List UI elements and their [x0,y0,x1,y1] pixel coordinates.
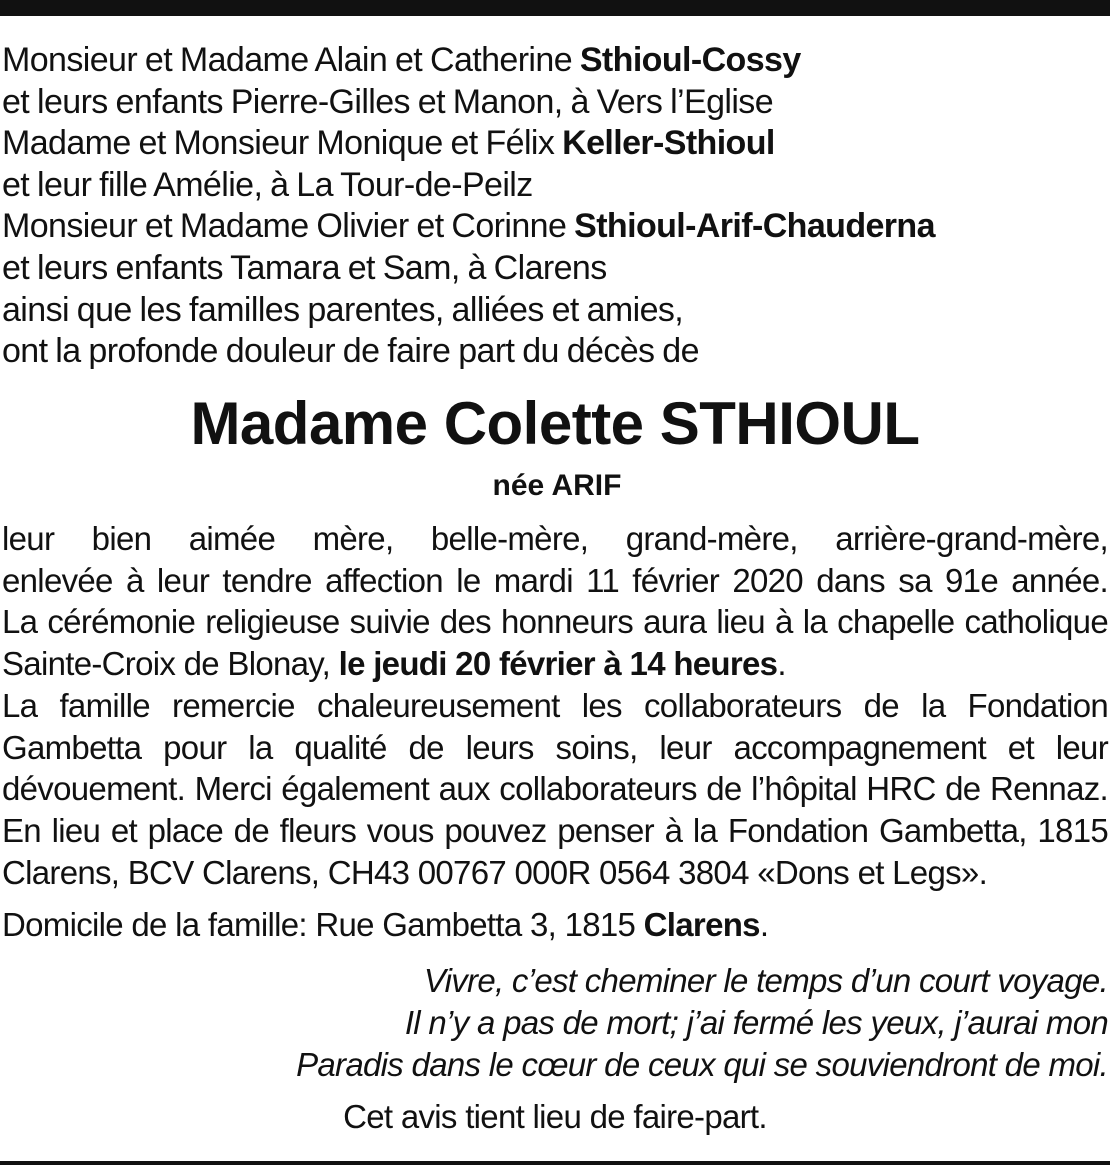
maiden-name: née ARIF [492,469,622,502]
bottom-rule [0,1161,1110,1165]
poem-line: Paradis dans le cœur de ceux qui se souviendront de moi. [296,1046,1108,1083]
poem-line: Il n’y a pas de mort; j’ai fermé les yeux, j’aurai mon [404,1004,1108,1041]
family-line: Monsieur et Madame Olivier et Corinne Sthioul-Arif-Chauderna [2,207,935,246]
body-line: Sainte-Croix de Blonay, le jeudi 20 février à 14 heures. [2,645,786,683]
family-line: et leurs enfants Tamara et Sam, à Clarens [2,248,607,287]
body-line: La famille remercie chaleureusement les collaborateurs de la Fondation [2,686,1108,724]
notice-line: Cet avis tient lieu de faire-part. [343,1098,767,1135]
family-line: et leur fille Amélie, à La Tour-de-Peilz [2,165,533,204]
body-line: Clarens, BCV Clarens, CH43 00767 000R 0564 3804 «Dons et Legs». [2,853,988,891]
body-line: En lieu et place de fleurs vous pouvez penser à la Fondation Gambetta, 1815 [2,811,1108,849]
poem [208,960,1108,1086]
family-line: et leurs enfants Pierre-Gilles et Manon, à Vers l’Eglise [2,82,773,121]
body-line: leur bien aimée mère, belle-mère, grand-mère, arrière-grand-mère, [2,520,1108,557]
family-line: ainsi que les familles parentes, alliées et amies, [2,290,684,329]
family-line: ont la profonde douleur de faire part du décès de [2,332,699,371]
family-address: Domicile de la famille: Rue Gambetta 3, 1815 Clarens. [2,906,769,943]
body-line: Gambetta pour la qualité de leurs soins, leur accompagnement et leur [2,728,1108,766]
body-line: La cérémonie religieuse suivie des honneurs aura lieu à la chapelle catholique [2,603,1108,641]
body-line: enlevée à leur tendre affection le mardi 11 février 2020 dans sa 91e année. [2,561,1108,599]
ceremony-date: le jeudi 20 février à 14 heures [338,645,778,683]
top-rule [0,0,1110,16]
poem-line: Vivre, c’est cheminer le temps d’un court voyage. [423,962,1108,999]
family-list [2,40,1102,373]
family-line: Madame et Monsieur Monique et Félix Keller-Sthioul [2,124,775,163]
deceased-name: Madame Colette STHIOUL [190,390,920,457]
family-line: Monsieur et Madame Alain et Catherine Sthioul-Cossy [2,41,801,79]
announcement-body [2,518,1108,893]
body-line: dévouement. Merci également aux collaborateurs de l’hôpital HRC de Rennaz. [2,770,1108,808]
